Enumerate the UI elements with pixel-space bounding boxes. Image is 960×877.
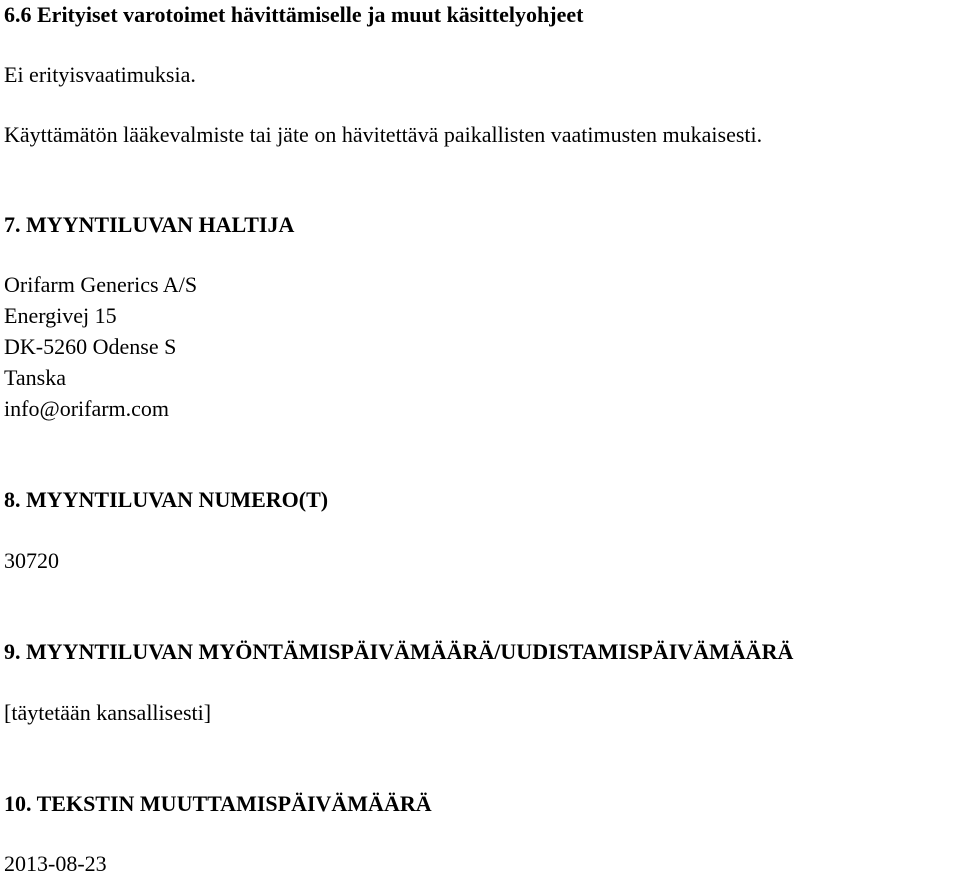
section-6-6-heading: 6.6 Erityiset varotoimet hävittämiselle ja muut käsittelyohjeet <box>4 2 584 27</box>
section-6-6-paragraph-1: Ei erityisvaatimuksia. <box>4 62 196 87</box>
holder-email: info@orifarm.com <box>4 396 170 421</box>
section-7-heading: 7. MYYNTILUVAN HALTIJA <box>4 212 295 237</box>
holder-address-line: Orifarm Generics A/S <box>4 272 198 297</box>
revision-date: 2013-08-23 <box>4 851 107 876</box>
section-8-heading: 8. MYYNTILUVAN NUMERO(T) <box>4 487 329 512</box>
holder-address-line: Tanska <box>4 365 66 390</box>
section-6-6-paragraph-2: Käyttämätön lääkevalmiste tai jäte on hävitettävä paikallisten vaatimusten mukaisesti. <box>4 122 763 147</box>
holder-address-line: DK-5260 Odense S <box>4 334 177 359</box>
authorization-number: 30720 <box>4 548 59 573</box>
holder-address-line: Energivej 15 <box>4 303 117 328</box>
section-9-heading: 9. MYYNTILUVAN MYÖNTÄMISPÄIVÄMÄÄRÄ/UUDISTAMISPÄIVÄMÄÄRÄ <box>4 639 794 664</box>
authorization-date: [täytetään kansallisesti] <box>4 700 212 725</box>
section-10-heading: 10. TEKSTIN MUUTTAMISPÄIVÄMÄÄRÄ <box>4 791 432 816</box>
